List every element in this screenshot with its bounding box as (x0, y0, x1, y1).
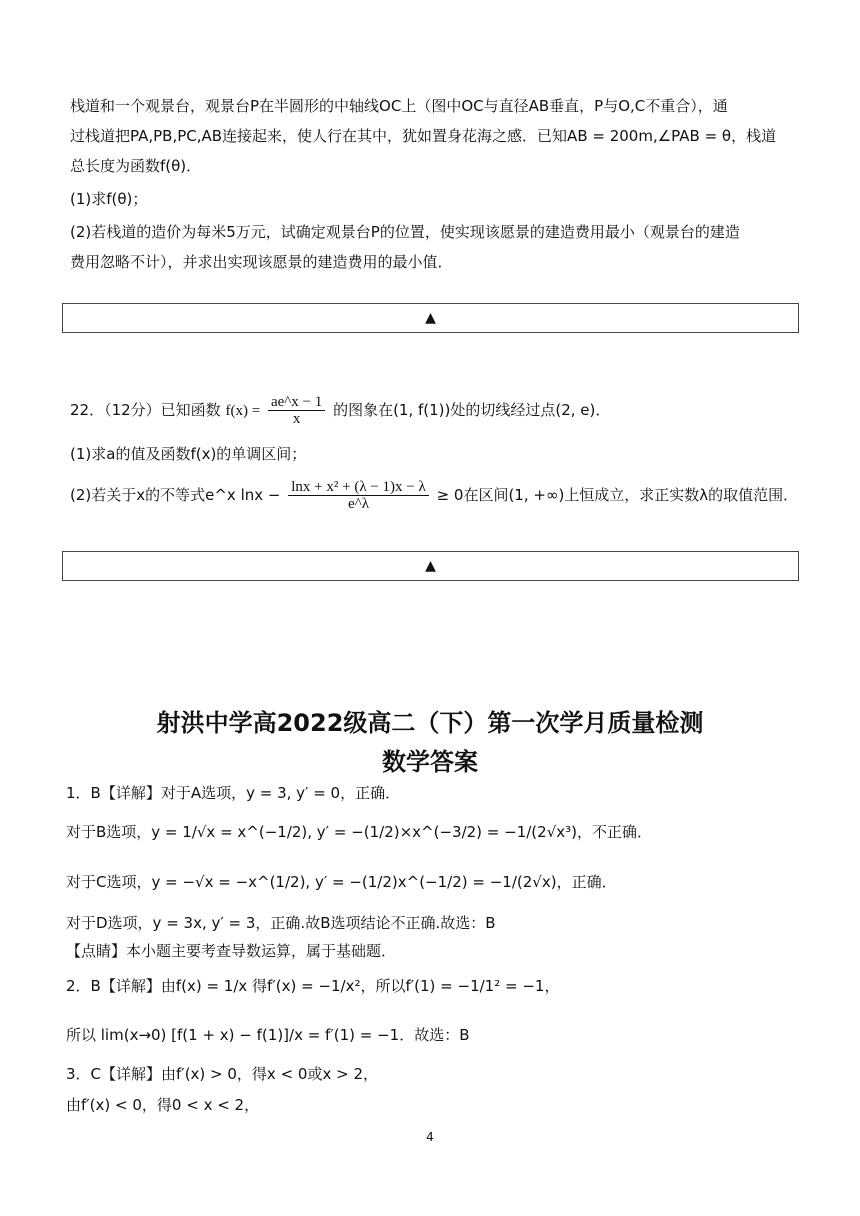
answer-2-line1: 2．B【详解】由f(x) = 1/x 得f′(x) = −1/x²，所以f′(1) = −1/1² = −1， (66, 977, 560, 995)
q21-line3: 总长度为函数f(θ)． (70, 157, 202, 175)
q22-part2-head: (2)若关于x的不等式e^x lnx − (70, 486, 281, 504)
q22-part2-denominator: e^λ (348, 496, 370, 512)
page-number: 4 (426, 1130, 434, 1144)
q22-denominator: x (292, 411, 301, 427)
answer-1-line1: 1．B【详解】对于A选项，y = 3, y′ = 0，正确． (66, 784, 401, 802)
answer-2-line2: 所以 lim(x→0) [f(1 + x) − f(1)]/x = f′(1) = −1．故选：B (66, 1026, 470, 1044)
answer-3-line1: 3．C【详解】由f′(x) > 0，得x < 0或x > 2， (66, 1065, 378, 1083)
q22-part2-tail: ≥ 0在区间(1, +∞)上恒成立，求正实数λ的取值范围． (436, 486, 799, 504)
answers-title: 射洪中学高2022级高二（下）第一次学月质量检测 (156, 709, 704, 737)
answer-1-line4: 对于D选项，y = 3x, y′ = 3，正确.故B选项结论不正确.故选：B (66, 914, 496, 932)
triangle-marker-icon: ▲ (425, 310, 436, 326)
answer-1-line5: 【点睛】本小题主要考查导数运算，属于基础题． (66, 942, 397, 960)
q21-line1: 栈道和一个观景台，观景台P在半圆形的中轴线OC上（图中OC与直径AB垂直，P与O,C不重合），通 (70, 97, 728, 115)
q22-part2 (70, 477, 798, 513)
q22-part2-fraction (288, 479, 429, 512)
q21-part1: (1)求f(θ)； (70, 190, 148, 208)
answer-3-line2: 由f′(x) < 0，得0 < x < 2， (66, 1096, 260, 1114)
q22-fraction (268, 394, 325, 427)
q22-part2-numerator: lnx + x² + (λ − 1)x − λ (288, 479, 429, 496)
answer-box-21[interactable] (62, 303, 799, 333)
q22-numerator: ae^x − 1 (268, 394, 325, 411)
answer-1-line3: 对于C选项，y = −√x = −x^(1/2), y′ = −(1/2)x^(−1/2) = −1/(2√x)，正确． (66, 873, 617, 891)
q22-part1: (1)求a的值及函数f(x)的单调区间； (70, 445, 307, 463)
q21-line2: 过栈道把PA,PB,PC,AB连接起来，使人行在其中，犹如置身花海之感．已知AB = 200m,∠PAB = θ，栈道 (70, 127, 777, 145)
answer-1-line2: 对于B选项，y = 1/√x = x^(−1/2), y′ = −(1/2)×x^(−3/2) = −1/(2√x³)，不正确． (66, 823, 652, 841)
answer-box-22[interactable] (62, 551, 799, 581)
answers-subtitle: 数学答案 (382, 748, 478, 776)
q22-head: 22．（12分）已知函数 (70, 401, 221, 419)
q22-statement (70, 392, 610, 429)
q22-func: f(x) = (225, 403, 261, 419)
q21-part2-line2: 费用忽略不计），并求出实现该愿景的建造费用的最小值． (70, 253, 453, 271)
q22-tail: 的图象在(1, f(1))处的切线经过点(2, e)． (333, 401, 611, 419)
triangle-marker-icon: ▲ (425, 558, 436, 574)
q21-part2-line1: (2)若栈道的造价为每米5万元，试确定观景台P的位置，使实现该愿景的建造费用最小（观景台的建造 (70, 223, 740, 241)
